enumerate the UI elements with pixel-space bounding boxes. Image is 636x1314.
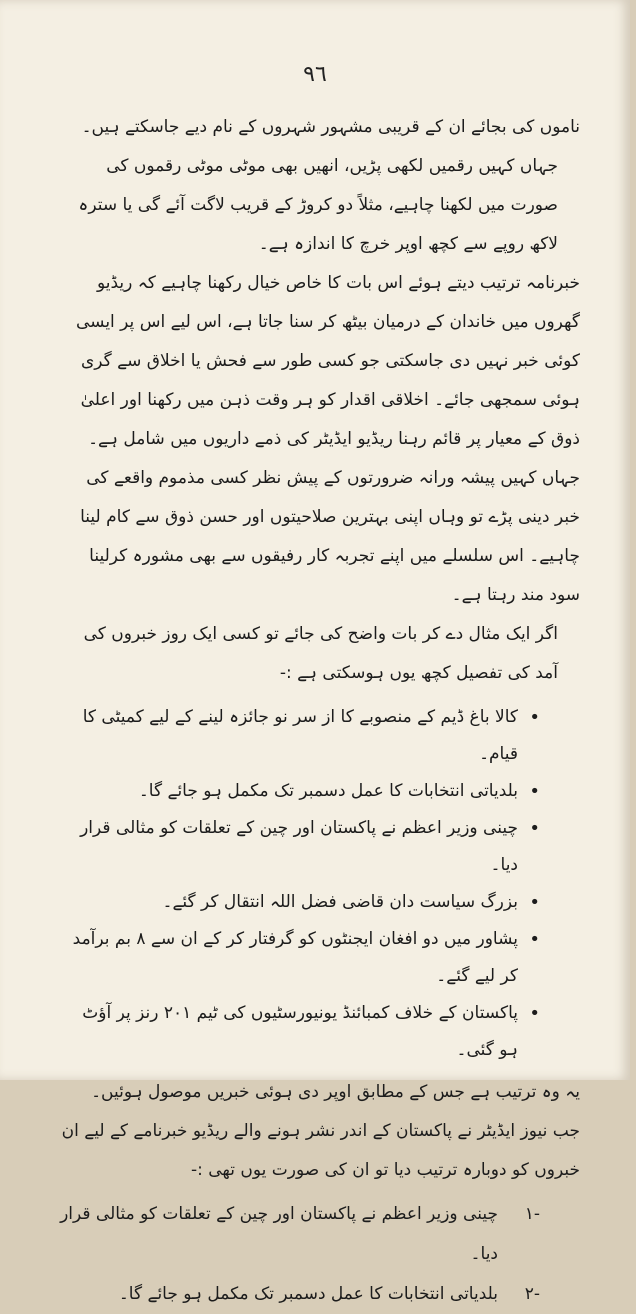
- bullet-item: [60, 810, 540, 884]
- bullet-icon: •: [529, 1003, 540, 1024]
- page-number: ۹٦: [303, 62, 327, 87]
- bullet-text: بزرگ سیاست دان قاضی فضل اللہ انتقال کر گئے۔: [162, 892, 518, 912]
- paragraph: اگر ایک مثال دے کر بات واضح کی جائے تو کسی ایک روز خبروں کی آمد کی تفصیل کچھ یوں ہوسکتی ہے :-: [83, 624, 558, 683]
- bullet-text: پشاور میں دو افغان ایجنٹوں کو گرفتار کر کے ان سے ۸ بم برآمد کر لیے گئے۔: [72, 929, 518, 986]
- numbered-item: [60, 1194, 540, 1274]
- bullet-item: [60, 921, 540, 995]
- bullet-icon: •: [529, 781, 540, 802]
- bullet-icon: •: [529, 892, 540, 913]
- bullet-icon: •: [529, 707, 540, 728]
- item-number: -۲: [524, 1284, 540, 1304]
- news-bullet-list: [60, 699, 580, 1069]
- bullet-text: پاکستان کے خلاف کمبائنڈ یونیورسٹیوں کی ٹیم ۲۰۱ رنز پر آؤٹ ہو گئی۔: [82, 1003, 518, 1060]
- bullet-text: بلدیاتی انتخابات کا عمل دسمبر تک مکمل ہو جائے گا۔: [138, 781, 518, 801]
- item-number: -۱: [524, 1204, 540, 1224]
- paragraph: ناموں کی بجائے ان کے قریبی مشہور شہروں کے نام دیے جاسکتے ہیں۔: [81, 117, 580, 137]
- bullet-item: [60, 773, 540, 810]
- bullet-item: [60, 995, 540, 1069]
- paragraph: یہ وہ ترتیب ہے جس کے مطابق اوپر دی ہوئی خبریں موصول ہوئیں۔ جب نیوز ایڈیٹر نے پاکستان کے اندر نشر ہونے والے ریڈیو خبرنامے کے لیے ان خبروں کو دوبارہ ترتیب دیا تو ان کی صورت یوں تھی :-: [61, 1082, 580, 1180]
- bullet-text: کالا باغ ڈیم کے منصوبے کا از سر نو جائزہ لینے کے لیے کمیٹی کا قیام۔: [82, 707, 518, 764]
- bullet-icon: •: [529, 818, 540, 839]
- bullet-item: [60, 884, 540, 921]
- paragraph: جہاں کہیں رقمیں لکھی پڑیں، انھیں بھی موٹی موٹی رقموں کی صورت میں لکھنا چاہیے، مثلاً دو کروڑ کے قریب لاگت آئے گی یا سترہ لاکھ روپے سے کچھ اوپر خرچ کا اندازہ ہے۔: [78, 156, 558, 254]
- paragraph: خبرنامہ ترتیب دیتے ہوئے اس بات کا خاص خیال رکھنا چاہیے کہ ریڈیو گھروں میں خاندان کے درمیان بیٹھ کر سنا جاتا ہے، اس لیے اس پر ایسی کوئی خبر نہیں دی جاسکتی جو کسی طور سے فحش یا اخلاق سے گری ہوئی سمجھی جائے۔ اخلاقی اقدار کو ہر وقت ذہن میں رکھنا اور اعلیٰ ذوق کے معیار پر قائم رہنا ریڈیو ایڈیٹر کی ذمے داریوں میں شامل ہے۔ جہاں کہیں پیشہ ورانہ ضرورتوں کے پیش نظر کسی مذموم واقعے کی خبر دینی پڑے تو وہاں اپنی بہترین صلاحیتوں اور حسن ذوق سے کام لینا چاہیے۔ اس سلسلے میں اپنے تجربہ کار رفیقوں سے بھی مشورہ کرلینا سود مند رہتا ہے۔: [75, 273, 580, 605]
- item-text: چینی وزیر اعظم نے پاکستان اور چین کے تعلقات کو مثالی قرار دیا۔: [60, 1204, 498, 1264]
- bullet-text: چینی وزیر اعظم نے پاکستان اور چین کے تعلقات کو مثالی قرار دیا۔: [80, 818, 518, 875]
- item-text: بلدیاتی انتخابات کا عمل دسمبر تک مکمل ہو جائے گا۔: [118, 1284, 498, 1304]
- bullet-item: [60, 699, 540, 773]
- numbered-list: [60, 1194, 580, 1314]
- numbered-item: [60, 1274, 540, 1314]
- page-text: [60, 108, 580, 1314]
- bullet-icon: •: [529, 929, 540, 950]
